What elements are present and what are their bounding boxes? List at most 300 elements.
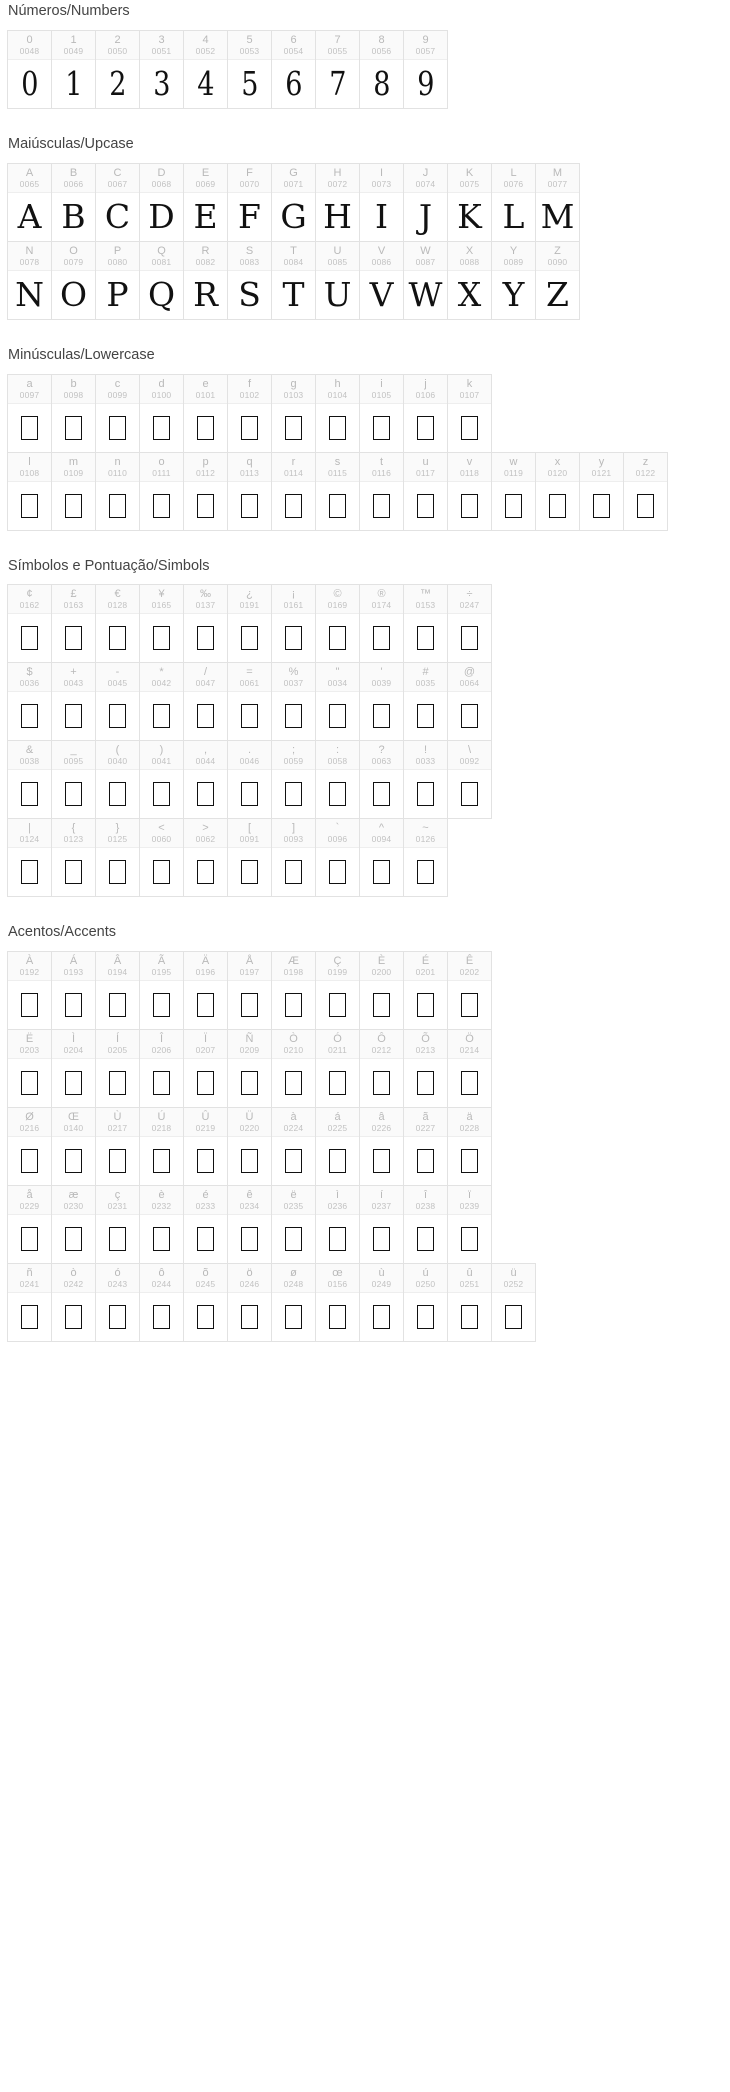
glyph-preview: P xyxy=(106,275,129,315)
glyph-cell[interactable] xyxy=(447,1107,492,1186)
glyph-cell[interactable] xyxy=(95,30,140,109)
glyph-preview: 1 xyxy=(65,64,82,104)
glyph-character-label: T xyxy=(290,244,297,257)
glyph-code-label: 0239 xyxy=(459,1201,480,1212)
glyph-code-label: 0163 xyxy=(63,600,84,611)
glyph-cell[interactable] xyxy=(315,30,360,109)
glyph-cell[interactable] xyxy=(271,1263,316,1342)
missing-glyph-box-icon xyxy=(404,1137,447,1185)
glyph-cell[interactable] xyxy=(403,662,448,741)
glyph-cell[interactable] xyxy=(315,1263,360,1342)
glyph-cell[interactable] xyxy=(315,584,360,663)
glyph-cell[interactable] xyxy=(51,1029,96,1108)
glyph-cell[interactable] xyxy=(7,951,52,1030)
glyph-preview: N xyxy=(15,275,44,315)
glyph-cell[interactable] xyxy=(7,662,52,741)
glyph-cell[interactable] xyxy=(51,1263,96,1342)
glyph-meta xyxy=(96,585,139,614)
glyph-cell[interactable] xyxy=(535,163,580,242)
glyph-cell[interactable] xyxy=(403,584,448,663)
glyph-cell[interactable] xyxy=(359,374,404,453)
glyph-row xyxy=(8,1186,492,1264)
glyph-code-label: 0071 xyxy=(283,178,304,189)
glyph-character-label: 8 xyxy=(378,33,385,46)
glyph-preview: Y xyxy=(502,275,525,315)
glyph-cell[interactable] xyxy=(447,662,492,741)
glyph-meta xyxy=(272,585,315,614)
glyph-meta xyxy=(52,31,95,60)
glyph-character-label: O xyxy=(69,244,78,257)
glyph-cell[interactable] xyxy=(447,163,492,242)
glyph-character-label: - xyxy=(115,666,120,679)
missing-glyph-box-icon xyxy=(360,404,403,452)
glyph-cell[interactable] xyxy=(227,163,272,242)
glyph-character-label: Ó xyxy=(333,1033,342,1046)
section-title: Acentos/Accents xyxy=(8,924,116,941)
glyph-cell[interactable] xyxy=(139,951,184,1030)
glyph-cell[interactable] xyxy=(183,163,228,242)
glyph-meta xyxy=(404,1264,447,1293)
glyph-meta xyxy=(360,585,403,614)
glyph-cell[interactable] xyxy=(139,163,184,242)
glyph-meta xyxy=(448,741,491,770)
glyph-character-label: = xyxy=(246,666,253,679)
glyph-code-label: 0250 xyxy=(415,1279,436,1290)
glyph-cell[interactable] xyxy=(271,1185,316,1264)
glyph-cell[interactable] xyxy=(315,452,360,531)
glyph-cell[interactable] xyxy=(271,1029,316,1108)
glyph-cell[interactable] xyxy=(95,1107,140,1186)
glyph-character-label: ; xyxy=(291,744,296,757)
glyph-cell[interactable] xyxy=(183,30,228,109)
glyph-cell[interactable] xyxy=(359,1107,404,1186)
glyph-cell[interactable] xyxy=(359,1185,404,1264)
glyph-cell[interactable] xyxy=(315,740,360,819)
glyph-cell[interactable] xyxy=(51,241,96,320)
glyph-cell[interactable] xyxy=(315,662,360,741)
glyph-code-label: 0036 xyxy=(19,678,40,689)
glyph-cell[interactable] xyxy=(183,374,228,453)
glyph-meta xyxy=(404,819,447,848)
glyph-cell[interactable] xyxy=(139,818,184,897)
glyph-character-label: Õ xyxy=(421,1033,430,1046)
glyph-meta xyxy=(96,741,139,770)
glyph-preview: V xyxy=(369,275,394,315)
glyph-cell[interactable] xyxy=(227,374,272,453)
glyph-cell[interactable] xyxy=(227,1029,272,1108)
missing-glyph-box-icon xyxy=(52,1137,95,1185)
glyph-meta xyxy=(8,663,51,692)
glyph-row xyxy=(536,242,580,320)
missing-glyph-box-icon xyxy=(404,1059,447,1107)
glyph-cell[interactable] xyxy=(7,374,52,453)
glyph-meta xyxy=(272,952,315,981)
glyph-code-label: 0117 xyxy=(415,467,436,478)
glyph-character-label: Ä xyxy=(201,955,210,968)
glyph-grid xyxy=(0,164,730,320)
glyph-cell[interactable] xyxy=(315,1107,360,1186)
glyph-cell[interactable] xyxy=(403,1029,448,1108)
glyph-cell[interactable] xyxy=(535,241,580,320)
glyph-cell[interactable] xyxy=(51,452,96,531)
glyph-meta xyxy=(404,952,447,981)
glyph-cell[interactable] xyxy=(7,1107,52,1186)
missing-glyph-box-icon xyxy=(272,770,315,818)
glyph-cell[interactable] xyxy=(7,452,52,531)
glyph-cell[interactable] xyxy=(227,1107,272,1186)
glyph-character-label: x xyxy=(554,455,561,468)
glyph-code-label: 0230 xyxy=(63,1201,84,1212)
glyph-cell[interactable] xyxy=(95,452,140,531)
glyph-cell[interactable] xyxy=(403,740,448,819)
glyph-cell[interactable] xyxy=(447,740,492,819)
glyph-cell[interactable] xyxy=(95,163,140,242)
glyph-meta xyxy=(96,1264,139,1293)
glyph-cell[interactable] xyxy=(95,951,140,1030)
glyph-meta xyxy=(52,453,95,482)
glyph-cell[interactable] xyxy=(7,740,52,819)
glyph-cell[interactable] xyxy=(491,241,536,320)
glyph-cell[interactable] xyxy=(183,662,228,741)
glyph-character-label: h xyxy=(334,377,341,390)
glyph-character-label: y xyxy=(598,455,605,468)
glyph-character-label: Ñ xyxy=(245,1033,254,1046)
glyph-meta xyxy=(8,819,51,848)
glyph-cell[interactable] xyxy=(7,818,52,897)
glyph-meta xyxy=(492,1264,535,1293)
glyph-cell[interactable] xyxy=(139,30,184,109)
glyph-cell[interactable] xyxy=(139,662,184,741)
glyph-cell[interactable] xyxy=(315,818,360,897)
missing-glyph-box-icon xyxy=(184,770,227,818)
glyph-cell[interactable] xyxy=(271,662,316,741)
glyph-preview: Z xyxy=(546,275,569,315)
glyph-meta xyxy=(360,1108,403,1137)
glyph-cell[interactable] xyxy=(95,241,140,320)
glyph-cell[interactable] xyxy=(51,662,96,741)
glyph-cell[interactable] xyxy=(183,1029,228,1108)
glyph-code-label: 0057 xyxy=(415,45,436,56)
glyph-code-label: 0233 xyxy=(195,1201,216,1212)
glyph-cell[interactable] xyxy=(95,818,140,897)
glyph-code-label: 0192 xyxy=(19,967,40,978)
glyph-code-label: 0227 xyxy=(415,1123,436,1134)
glyph-cell[interactable] xyxy=(359,584,404,663)
glyph-meta xyxy=(140,453,183,482)
glyph-meta xyxy=(536,242,579,271)
glyph-code-label: 0049 xyxy=(63,45,84,56)
glyph-cell[interactable] xyxy=(51,30,96,109)
glyph-cell[interactable] xyxy=(51,1107,96,1186)
glyph-meta xyxy=(360,375,403,404)
glyph-cell[interactable] xyxy=(359,740,404,819)
glyph-meta xyxy=(52,1186,95,1215)
glyph-character-label: ó xyxy=(114,1267,121,1280)
glyph-character-label: Æ xyxy=(288,955,299,968)
glyph-cell[interactable] xyxy=(315,241,360,320)
glyph-cell[interactable] xyxy=(315,1185,360,1264)
glyph-cell[interactable] xyxy=(271,1107,316,1186)
missing-glyph-box-icon xyxy=(448,981,491,1029)
glyph-cell[interactable] xyxy=(183,951,228,1030)
glyph-code-label: 0232 xyxy=(151,1201,172,1212)
glyph-preview: C xyxy=(104,197,131,237)
glyph-section xyxy=(0,135,730,320)
glyph-code-label: 0219 xyxy=(195,1123,216,1134)
glyph-character-label: ! xyxy=(423,744,428,757)
glyph-cell[interactable] xyxy=(7,1029,52,1108)
glyph-cell[interactable] xyxy=(271,30,316,109)
glyph-cell[interactable] xyxy=(403,374,448,453)
glyph-code-label: 0054 xyxy=(283,45,304,56)
glyph-cell[interactable] xyxy=(447,241,492,320)
missing-glyph-box-icon xyxy=(360,848,403,896)
missing-glyph-box-icon xyxy=(184,692,227,740)
glyph-cell[interactable] xyxy=(7,1185,52,1264)
glyph-cell[interactable] xyxy=(183,241,228,320)
glyph-cell[interactable] xyxy=(403,951,448,1030)
glyph-cell[interactable] xyxy=(403,30,448,109)
glyph-code-label: 0198 xyxy=(283,967,304,978)
glyph-cell[interactable] xyxy=(227,951,272,1030)
glyph-cell[interactable] xyxy=(95,584,140,663)
glyph-cell[interactable] xyxy=(95,662,140,741)
glyph-cell[interactable] xyxy=(7,30,52,109)
glyph-cell[interactable] xyxy=(447,584,492,663)
glyph-cell[interactable] xyxy=(403,163,448,242)
glyph-cell[interactable] xyxy=(139,1107,184,1186)
missing-glyph-box-icon xyxy=(96,981,139,1029)
missing-glyph-box-icon xyxy=(492,482,535,530)
glyph-code-label: 0193 xyxy=(63,967,84,978)
glyph-cell[interactable] xyxy=(271,452,316,531)
glyph-cell[interactable] xyxy=(227,584,272,663)
glyph-meta xyxy=(316,585,359,614)
glyph-meta xyxy=(8,585,51,614)
glyph-cell[interactable] xyxy=(403,241,448,320)
glyph-code-label: 0064 xyxy=(459,678,480,689)
glyph-code-label: 0119 xyxy=(503,467,524,478)
glyph-cell[interactable] xyxy=(403,452,448,531)
glyph-code-label: 0120 xyxy=(547,467,568,478)
glyph-character-label: [ xyxy=(247,822,252,835)
glyph-code-label: 0212 xyxy=(371,1045,392,1056)
glyph-cell[interactable] xyxy=(227,662,272,741)
glyph-cell[interactable] xyxy=(95,740,140,819)
glyph-cell[interactable] xyxy=(491,1263,536,1342)
glyph-code-label: 0224 xyxy=(283,1123,304,1134)
glyph-meta xyxy=(448,585,491,614)
missing-glyph-box-icon xyxy=(8,692,51,740)
glyph-meta xyxy=(228,1108,271,1137)
glyph-cell[interactable] xyxy=(183,1263,228,1342)
glyph-cell[interactable] xyxy=(447,1029,492,1108)
glyph-cell[interactable] xyxy=(359,30,404,109)
glyph-meta xyxy=(404,1186,447,1215)
glyph-character-label: û xyxy=(466,1267,473,1280)
glyph-cell[interactable] xyxy=(359,1029,404,1108)
glyph-cell[interactable] xyxy=(139,1263,184,1342)
glyph-cell[interactable] xyxy=(51,951,96,1030)
glyph-cell[interactable] xyxy=(447,951,492,1030)
glyph-cell[interactable] xyxy=(139,452,184,531)
glyph-cell[interactable] xyxy=(359,818,404,897)
glyph-cell[interactable] xyxy=(315,1029,360,1108)
glyph-cell[interactable] xyxy=(271,241,316,320)
glyph-cell[interactable] xyxy=(579,452,624,531)
glyph-cell[interactable] xyxy=(271,951,316,1030)
glyph-code-label: 0124 xyxy=(19,834,40,845)
glyph-cell[interactable] xyxy=(183,740,228,819)
glyph-cell[interactable] xyxy=(403,818,448,897)
glyph-cell[interactable] xyxy=(403,1107,448,1186)
glyph-cell[interactable] xyxy=(271,584,316,663)
glyph-cell[interactable] xyxy=(7,241,52,320)
glyph-cell[interactable] xyxy=(271,740,316,819)
glyph-cell[interactable] xyxy=(95,1029,140,1108)
glyph-cell[interactable] xyxy=(51,818,96,897)
glyph-cell[interactable] xyxy=(271,163,316,242)
glyph-cell[interactable] xyxy=(271,818,316,897)
glyph-cell[interactable] xyxy=(227,452,272,531)
glyph-cell[interactable] xyxy=(359,241,404,320)
glyph-cell[interactable] xyxy=(183,452,228,531)
missing-glyph-box-icon xyxy=(140,1137,183,1185)
missing-glyph-box-icon xyxy=(8,614,51,662)
glyph-cell[interactable] xyxy=(51,1185,96,1264)
glyph-cell[interactable] xyxy=(227,241,272,320)
glyph-code-label: 0213 xyxy=(415,1045,436,1056)
glyph-cell[interactable] xyxy=(359,1263,404,1342)
missing-glyph-box-icon xyxy=(536,482,579,530)
glyph-cell[interactable] xyxy=(7,163,52,242)
glyph-meta xyxy=(272,1264,315,1293)
glyph-cell[interactable] xyxy=(227,1263,272,1342)
glyph-cell[interactable] xyxy=(139,1029,184,1108)
glyph-character-label: U xyxy=(333,244,342,257)
glyph-meta xyxy=(184,1264,227,1293)
glyph-cell[interactable] xyxy=(359,452,404,531)
glyph-meta xyxy=(448,952,491,981)
glyph-cell[interactable] xyxy=(227,1185,272,1264)
glyph-cell[interactable] xyxy=(139,740,184,819)
glyph-cell[interactable] xyxy=(95,374,140,453)
glyph-cell[interactable] xyxy=(271,374,316,453)
missing-glyph-box-icon xyxy=(316,614,359,662)
glyph-cell[interactable] xyxy=(95,1185,140,1264)
glyph-cell[interactable] xyxy=(535,452,580,531)
glyph-character-label: ò xyxy=(70,1267,77,1280)
glyph-cell[interactable] xyxy=(447,452,492,531)
glyph-cell[interactable] xyxy=(183,818,228,897)
glyph-preview: O xyxy=(59,275,88,315)
glyph-cell[interactable] xyxy=(315,374,360,453)
glyph-cell[interactable] xyxy=(359,951,404,1030)
glyph-code-label: 0069 xyxy=(195,178,216,189)
glyph-cell[interactable] xyxy=(139,584,184,663)
glyph-cell[interactable] xyxy=(227,818,272,897)
missing-glyph-box-icon xyxy=(316,848,359,896)
glyph-character-label: ' xyxy=(380,666,383,679)
glyph-meta xyxy=(52,663,95,692)
glyph-character-label: W xyxy=(420,244,431,257)
glyph-character-label: & xyxy=(25,744,34,757)
glyph-cell[interactable] xyxy=(139,374,184,453)
glyph-code-label: 0034 xyxy=(327,678,348,689)
glyph-cell[interactable] xyxy=(7,584,52,663)
glyph-cell[interactable] xyxy=(51,584,96,663)
glyph-character-label: ø xyxy=(290,1267,297,1280)
glyph-cell[interactable] xyxy=(403,1185,448,1264)
glyph-cell[interactable] xyxy=(447,374,492,453)
glyph-cell[interactable] xyxy=(315,951,360,1030)
glyph-meta xyxy=(316,31,359,60)
glyph-meta xyxy=(140,741,183,770)
glyph-cell[interactable] xyxy=(227,740,272,819)
glyph-meta xyxy=(360,819,403,848)
glyph-cell[interactable] xyxy=(7,1263,52,1342)
glyph-cell[interactable] xyxy=(51,374,96,453)
glyph-character-label: 4 xyxy=(202,33,209,46)
glyph-code-label: 0047 xyxy=(195,678,216,689)
glyph-character-label: L xyxy=(510,166,517,179)
glyph-meta xyxy=(228,819,271,848)
glyph-preview: W xyxy=(408,275,443,315)
glyph-character-label: 6 xyxy=(290,33,297,46)
glyph-cell[interactable] xyxy=(227,30,272,109)
glyph-code-label: 0122 xyxy=(635,467,656,478)
glyph-cell[interactable] xyxy=(447,1185,492,1264)
glyph-character-label: M xyxy=(552,166,563,179)
glyph-code-label: 0062 xyxy=(195,834,216,845)
glyph-cell[interactable] xyxy=(183,1185,228,1264)
glyph-code-label: 0242 xyxy=(63,1279,84,1290)
glyph-character-label: 2 xyxy=(114,33,121,46)
glyph-character-label: ü xyxy=(510,1267,517,1280)
glyph-cell[interactable] xyxy=(447,1263,492,1342)
glyph-cell[interactable] xyxy=(403,1263,448,1342)
glyph-meta xyxy=(316,663,359,692)
glyph-cell[interactable] xyxy=(315,163,360,242)
glyph-cell[interactable] xyxy=(491,452,536,531)
missing-glyph-box-icon xyxy=(8,482,51,530)
glyph-cell[interactable] xyxy=(51,740,96,819)
glyph-preview: I xyxy=(374,197,389,237)
glyph-character-label: \ xyxy=(467,744,472,757)
glyph-character-label: | xyxy=(28,822,31,835)
glyph-code-label: 0229 xyxy=(19,1201,40,1212)
glyph-cell[interactable] xyxy=(139,1185,184,1264)
glyph-cell[interactable] xyxy=(183,1107,228,1186)
glyph-cell[interactable] xyxy=(139,241,184,320)
glyph-code-label: 0055 xyxy=(327,45,348,56)
glyph-meta xyxy=(140,31,183,60)
glyph-cell[interactable] xyxy=(359,163,404,242)
glyph-code-label: 0112 xyxy=(195,467,216,478)
glyph-section xyxy=(0,0,730,109)
glyph-code-label: 0111 xyxy=(152,467,171,478)
glyph-cell[interactable] xyxy=(623,452,668,531)
glyph-meta xyxy=(8,242,51,271)
glyph-preview: 7 xyxy=(329,64,346,104)
missing-glyph-box-icon xyxy=(272,1137,315,1185)
glyph-code-label: 0092 xyxy=(459,756,480,767)
glyph-cell[interactable] xyxy=(491,163,536,242)
glyph-cell[interactable] xyxy=(359,662,404,741)
glyph-cell[interactable] xyxy=(183,584,228,663)
glyph-cell[interactable] xyxy=(51,163,96,242)
glyph-cell[interactable] xyxy=(95,1263,140,1342)
